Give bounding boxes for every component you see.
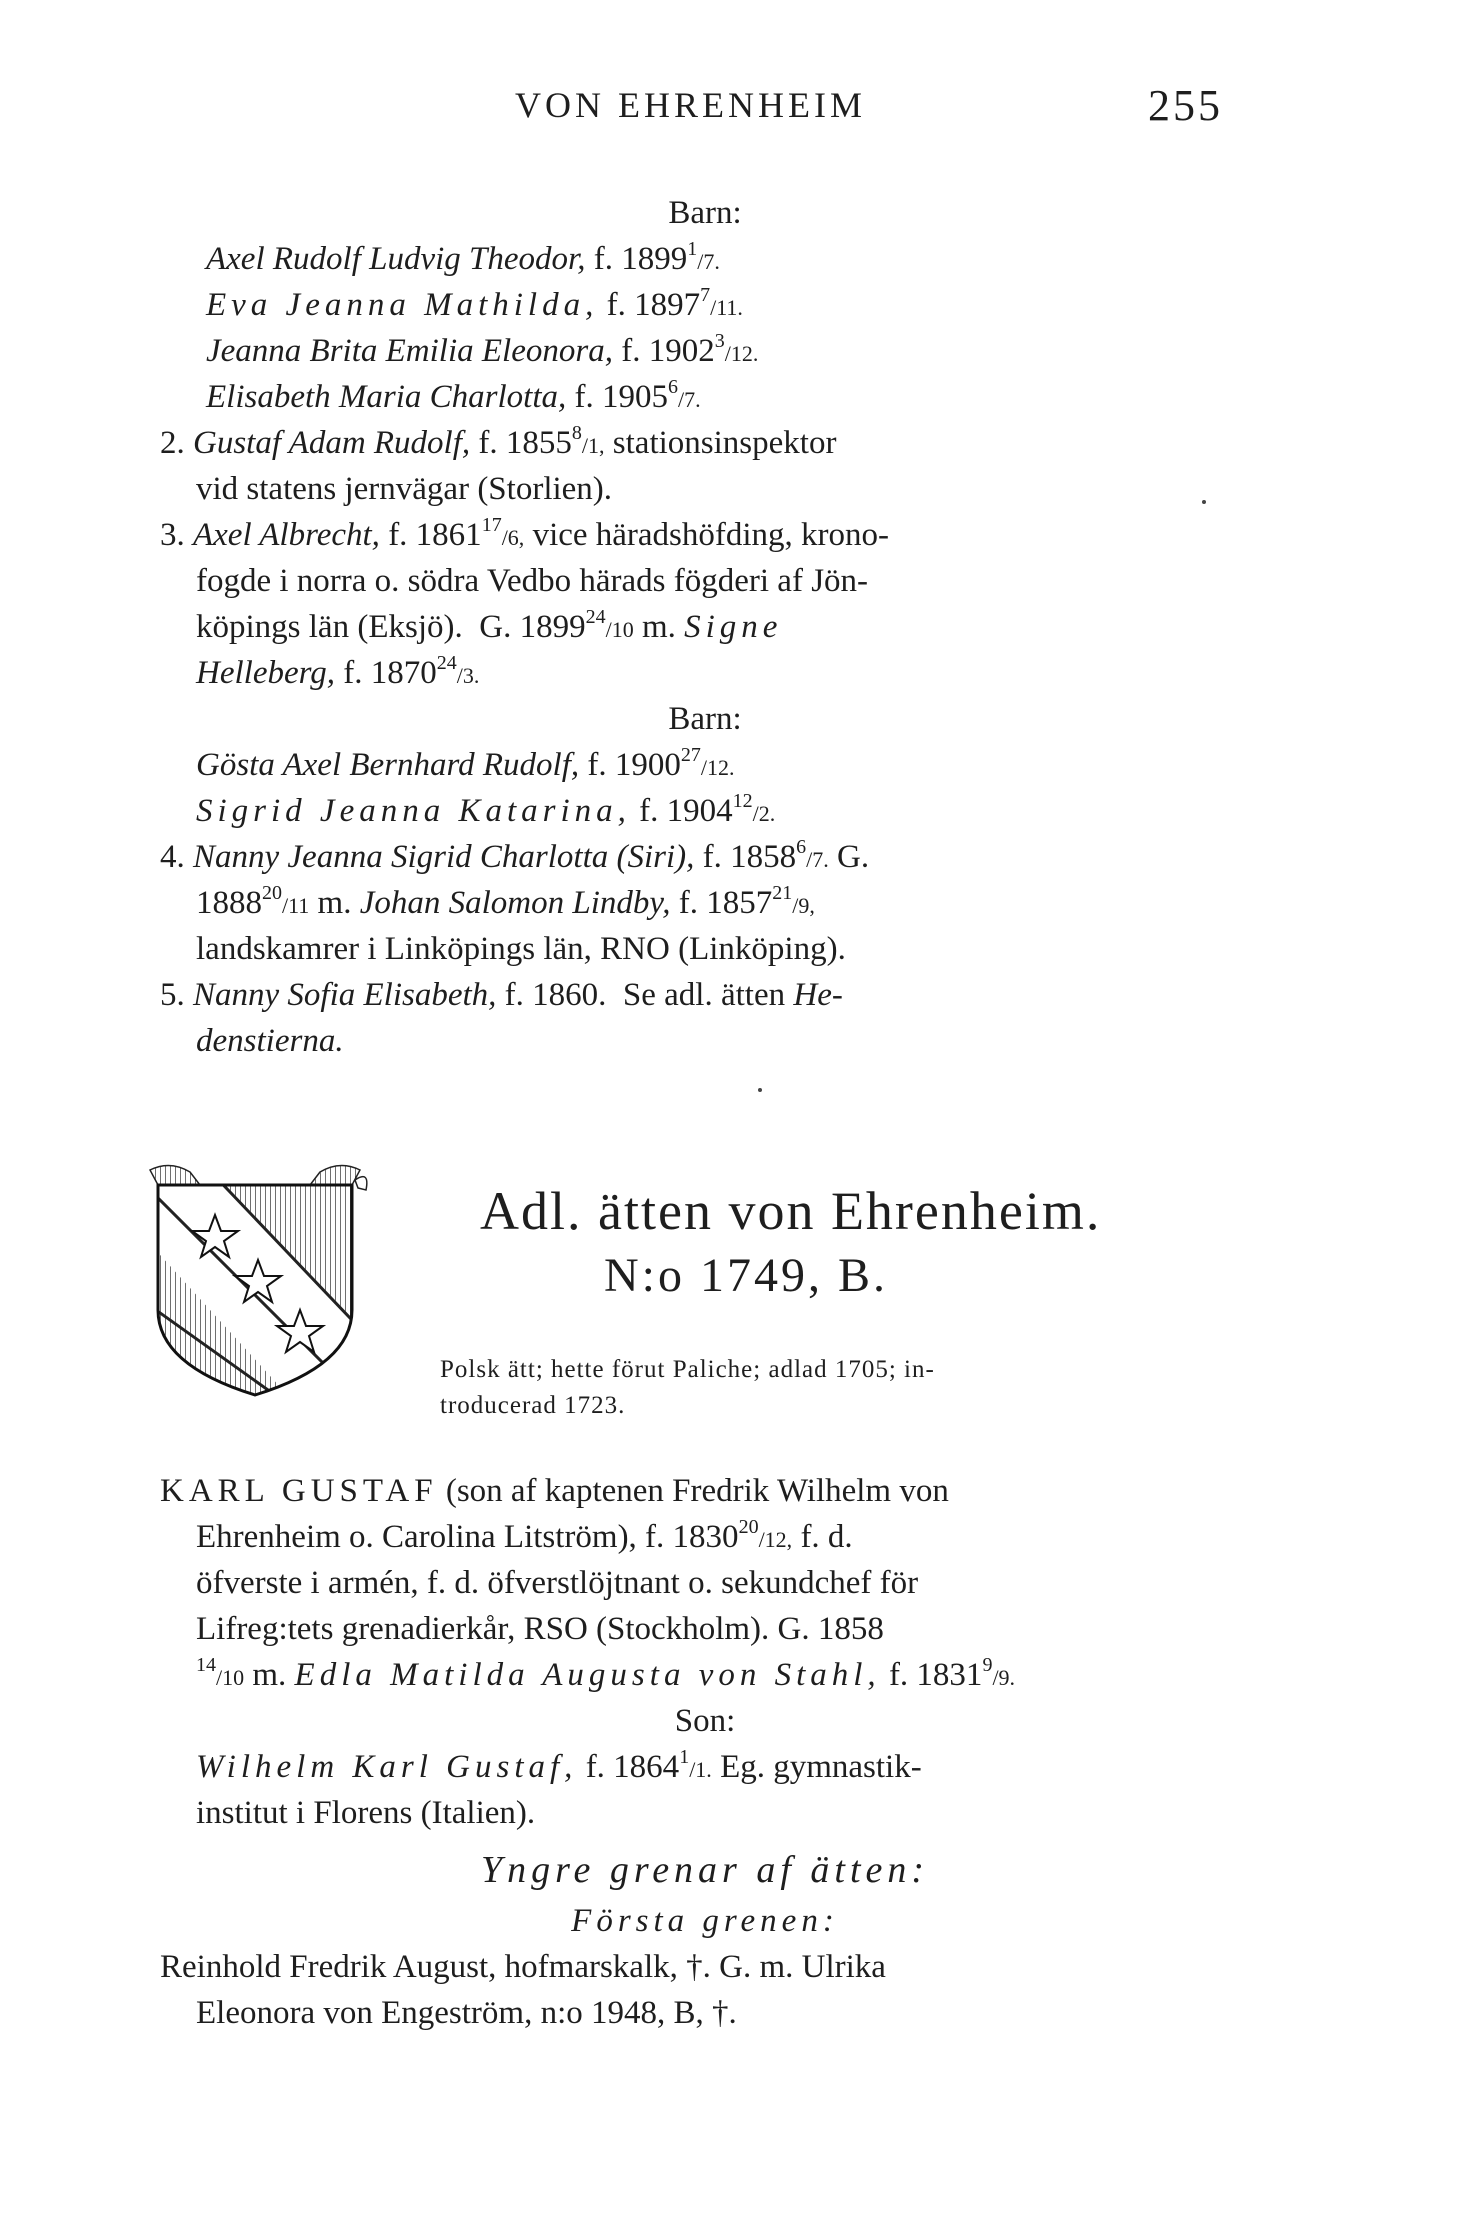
child-entry: Jeanna Brita Emilia Eleonora, f. 1902$^3$/12. [206,330,759,369]
son-entry: Wilhelm Karl Gustaf, f. 1864$^1$/1. Eg. gymnastik- [196,1746,922,1785]
entry-4-cont: landskamrer i Linköpings län, RNO (Linköping). [196,931,846,967]
family-note: Polsk ätt; hette förut Paliche; adlad 1705; in- troducerad 1723. [440,1356,935,1419]
son-entry-cont: institut i Florens (Italien). [196,1795,536,1831]
print-speck [758,1088,762,1092]
child-entry: Sigrid Jeanna Katarina, f. 1904$^{12}$/2. [196,790,776,829]
child-entry: Elisabeth Maria Charlotta, f. 1905$^6$/7. [206,376,701,415]
karl-entry-cont: $^{14}$/10 m. Edla Matilda Augusta von Stahl, f. 1831$^9$/9. [196,1654,1016,1693]
family-title: Adl. ätten von Ehrenheim. [480,1181,1102,1241]
entry-5: 5. Nanny Sofia Elisabeth, f. 1860. Se adl. ätten He- [160,977,843,1013]
entry-3-cont: Helleberg, f. 1870$^{24}$/3. [196,652,480,691]
entry-2-cont: vid statens jernvägar (Storlien). [196,471,613,507]
barn-heading: Barn: [668,701,742,737]
karl-entry-cont: öfverste i armén, f. d. öfverstlöjtnant o. sekundchef för [196,1565,919,1601]
karl-entry-cont: Lifreg:tets grenadierkår, RSO (Stockholm). G. 1858 [196,1611,884,1647]
page-number: 255 [1148,81,1223,130]
son-heading: Son: [674,1703,736,1739]
karl-entry: KARL GUSTAF (son af kaptenen Fredrik Wilhelm von [160,1473,949,1509]
page-header [0,81,1474,144]
shield-icon [130,1160,380,1410]
entry-4: 4. Nanny Jeanna Sigrid Charlotta (Siri), f. 1858$^6$/7. G. [160,836,870,875]
branch-entry: Reinhold Fredrik August, hofmarskalk, †. G. m. Ulrika [160,1949,886,1985]
child-entry: Gösta Axel Bernhard Rudolf, f. 1900$^{27}$/12. [196,744,735,783]
entry-2: 2. Gustaf Adam Rudolf, f. 1855$^8$/1, stationsinspektor [160,422,837,461]
younger-branches-heading: Yngre grenar af ätten: [480,1849,930,1891]
first-branch-heading: Första grenen: [571,1903,839,1939]
karl-entry-cont: Ehrenheim o. Carolina Litström), f. 1830$^{20}$/12, f. d. [196,1516,853,1555]
genealogy-upper [160,190,1250,1064]
entry-3-cont: fogde i norra o. södra Vedbo härads fögderi af Jön- [196,563,869,599]
entry-5-cont: denstierna. [196,1023,344,1059]
entry-4-cont: 1888$^{20}$/11 m. Johan Salomon Lindby, f. 1857$^{21}$/9, [196,882,815,921]
barn-heading: Barn: [668,195,742,231]
print-speck [1202,500,1206,504]
entry-3-cont: köpings län (Eksjö). G. 1899$^{24}$/10 m. Signe [196,606,783,645]
genealogy-lower [160,1468,1250,2036]
child-entry: Axel Rudolf Ludvig Theodor, f. 1899$^1$/7. [206,238,720,277]
running-head: VON EHRENHEIM [515,85,866,125]
branch-entry-cont: Eleonora von Engeström, n:o 1948, B, †. [196,1995,737,2031]
family-number: N:o 1749, B. [604,1249,889,1302]
entry-3: 3. Axel Albrecht, f. 1861$^{17}$/6, vice häradshöfding, krono- [160,514,890,553]
child-entry: Eva Jeanna Mathilda, f. 1897$^7$/11. [206,284,743,323]
coat-of-arms-image [130,1160,380,1410]
